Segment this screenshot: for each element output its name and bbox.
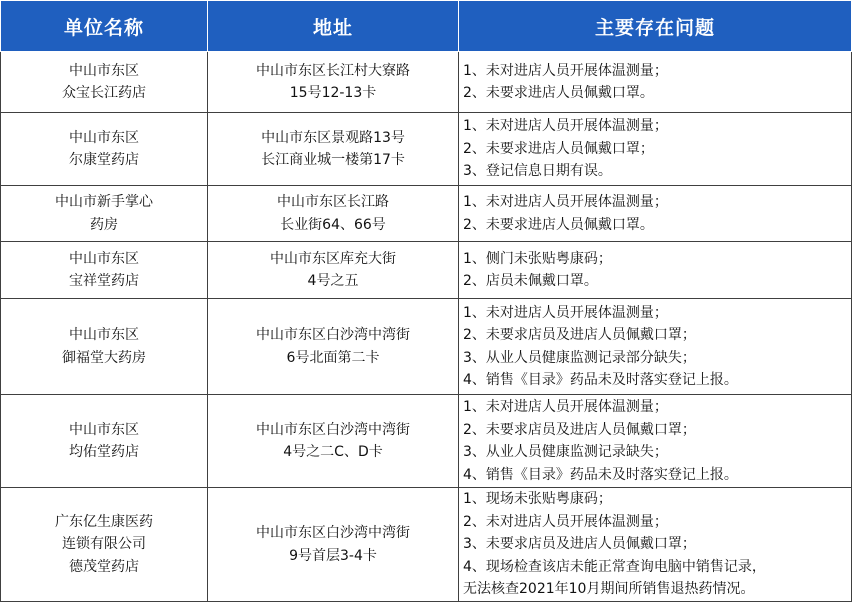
issue-item: 1、未对进店人员开展体温测量； (463, 194, 668, 210)
table-row (1, 113, 852, 186)
issue-item: 4、现场检查该店未能正常查询电脑中销售记录， (463, 558, 766, 575)
table-row (1, 52, 852, 113)
unit-name-line: 中山市东区 (69, 62, 139, 79)
unit-name-line: 德茂堂药店 (69, 558, 139, 575)
header-main-issues: 主要存在问题 (459, 1, 852, 52)
unit-name-line: 御福堂大药房 (62, 349, 146, 366)
unit-name-cell (1, 488, 208, 602)
address-line: 长江商业城一楼第17卡 (261, 152, 405, 168)
address-line: 9号首层3-4卡 (289, 547, 377, 564)
unit-name-line: 宝祥堂药店 (69, 273, 139, 289)
address-line: 中山市东区长江路 (277, 194, 389, 210)
table-row (1, 395, 852, 488)
issues-cell (459, 186, 852, 242)
address-cell (208, 395, 459, 488)
address-line: 15号12-13卡 (289, 85, 377, 101)
issue-item: 4、销售《目录》药品未及时落实登记上报。 (463, 466, 738, 483)
issue-item: 1、未对进店人员开展体温测量； (463, 118, 668, 135)
address-line: 中山市东区库充大街 (270, 250, 396, 267)
address-line: 长业街64、66号 (280, 216, 386, 233)
unit-name-line: 众宝长江药店 (62, 85, 146, 101)
issues-cell (459, 299, 852, 395)
issue-item: 2、未要求进店人员佩戴口罩。 (463, 85, 654, 101)
address-line: 中山市东区白沙湾中湾街 (256, 421, 410, 438)
unit-name-line: 中山市东区 (69, 250, 139, 267)
issue-item: 2、店员未佩戴口罩。 (463, 273, 598, 289)
issue-item: 无法核查2021年10月期间所销售退热药情况。 (463, 581, 755, 598)
issue-item: 1、现场未张贴粤康码； (463, 491, 612, 508)
unit-name-cell (1, 186, 208, 242)
unit-name-cell (1, 52, 208, 113)
unit-name-line: 中山市东区 (69, 129, 139, 146)
address-line: 中山市东区白沙湾中湾街 (256, 525, 410, 541)
address-cell (208, 52, 459, 113)
header-address: 地址 (208, 1, 459, 52)
table-row (1, 299, 852, 395)
unit-name-line: 中山市新手掌心 (55, 194, 153, 210)
address-line: 4号之二C、D卡 (283, 444, 383, 460)
issue-item: 4、销售《目录》药品未及时落实登记上报。 (463, 372, 738, 388)
address-line: 中山市东区白沙湾中湾街 (256, 327, 410, 343)
issue-item: 2、未要求进店人员佩戴口罩。 (463, 216, 654, 233)
header-unit-name: 单位名称 (1, 1, 208, 52)
issue-item: 2、未对进店人员开展体温测量； (463, 513, 668, 530)
address-cell (208, 488, 459, 602)
issue-item: 2、未要求进店人员佩戴口罩； (463, 140, 654, 157)
issue-item: 1、侧门未张贴粤康码； (463, 250, 612, 267)
issues-cell (459, 52, 852, 113)
unit-name-cell (1, 113, 208, 186)
issue-item: 3、登记信息日期有误。 (463, 163, 612, 180)
address-line: 中山市东区景观路13号 (261, 129, 405, 146)
issue-item: 1、未对进店人员开展体温测量； (463, 62, 668, 79)
issues-cell (459, 488, 852, 602)
unit-name-line: 广东亿生康医药 (55, 513, 153, 530)
unit-name-line: 连锁有限公司 (62, 536, 146, 553)
issue-item: 3、未要求店员及进店人员佩戴口罩； (463, 536, 696, 553)
address-cell (208, 242, 459, 299)
issues-cell (459, 395, 852, 488)
address-cell (208, 186, 459, 242)
unit-name-line: 中山市东区 (69, 421, 139, 438)
address-cell (208, 113, 459, 186)
address-line: 6号北面第二卡 (286, 349, 380, 366)
issues-cell (459, 242, 852, 299)
issue-item: 1、未对进店人员开展体温测量； (463, 304, 668, 321)
issue-item: 2、未要求店员及进店人员佩戴口罩； (463, 327, 696, 343)
unit-name-cell (1, 299, 208, 395)
unit-name-line: 药房 (90, 216, 118, 233)
table-row (1, 186, 852, 242)
header-row (1, 1, 852, 52)
issue-item: 1、未对进店人员开展体温测量； (463, 399, 668, 415)
address-line: 4号之五 (307, 273, 359, 289)
unit-name-cell (1, 242, 208, 299)
issue-item: 3、从业人员健康监测记录部分缺失； (463, 349, 696, 366)
unit-name-line: 均佑堂药店 (69, 444, 139, 460)
issue-item: 3、从业人员健康监测记录缺失； (463, 444, 668, 460)
issues-cell (459, 113, 852, 186)
unit-name-line: 尔康堂药店 (69, 152, 139, 168)
table-row (1, 488, 852, 602)
address-cell (208, 299, 459, 395)
unit-name-line: 中山市东区 (69, 327, 139, 343)
table-row (1, 242, 852, 299)
address-line: 中山市东区长江村大寮路 (256, 62, 410, 79)
issue-item: 2、未要求店员及进店人员佩戴口罩； (463, 421, 696, 438)
unit-name-cell (1, 395, 208, 488)
